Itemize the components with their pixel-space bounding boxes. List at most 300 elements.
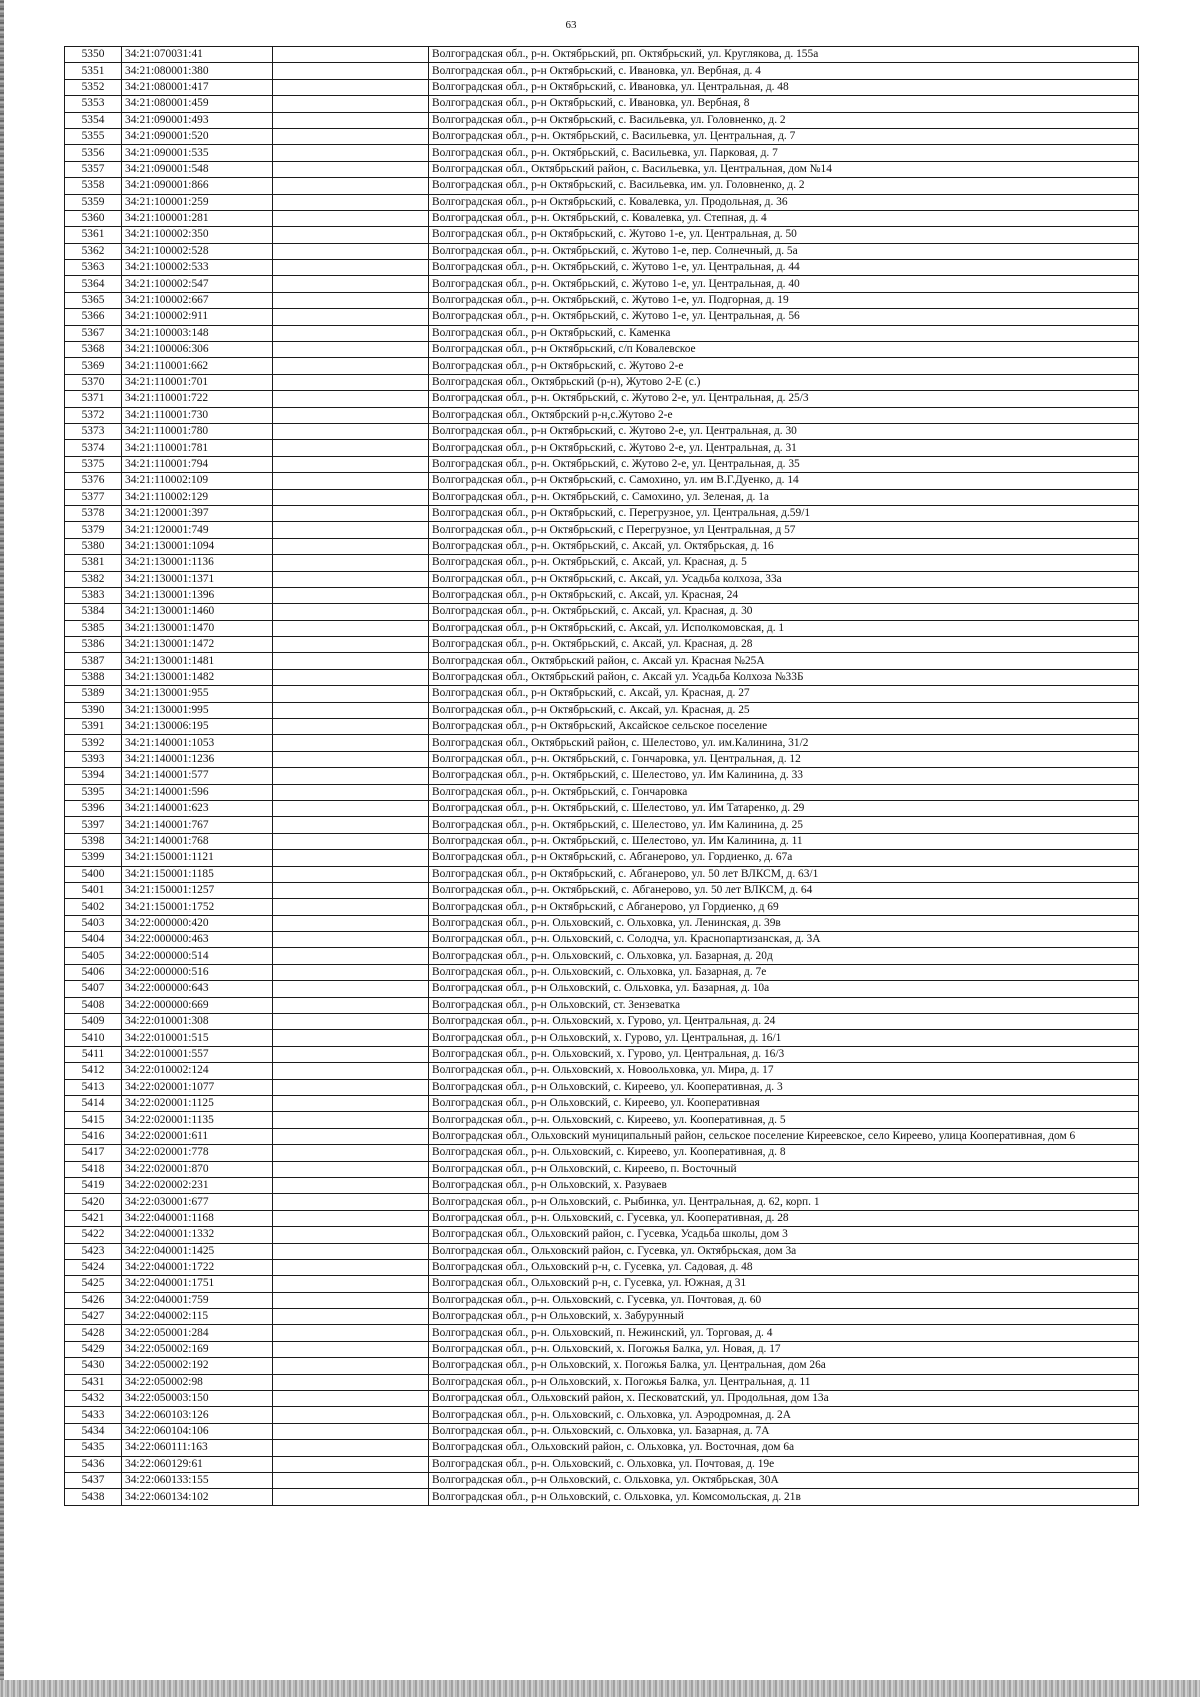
- cadastral-number: 34:22:020001:778: [122, 1145, 273, 1161]
- row-number: 5374: [65, 440, 122, 456]
- table-row: [65, 210, 1139, 226]
- row-number: 5425: [65, 1276, 122, 1292]
- cadastral-number: 34:21:150001:1121: [122, 850, 273, 866]
- address: Волгоградская обл., р-н Октябрьский, с. Васильевка, им. ул. Головненко, д. 2: [429, 178, 1139, 194]
- cadastral-number: 34:21:130001:955: [122, 686, 273, 702]
- table-row: [65, 243, 1139, 259]
- address: Волгоградская обл., Ольховский район, с. Гусевка, Усадьба школы, дом 3: [429, 1227, 1139, 1243]
- cadastral-number: 34:21:150001:1185: [122, 866, 273, 882]
- row-number: 5412: [65, 1063, 122, 1079]
- table-row: [65, 1079, 1139, 1095]
- empty-cell: [273, 571, 429, 587]
- address: Волгоградская обл., р-н. Октябрьский, с. Гончаровка, ул. Центральная, д. 12: [429, 751, 1139, 767]
- table-row: [65, 981, 1139, 997]
- cadastral-number: 34:21:100002:667: [122, 292, 273, 308]
- empty-cell: [273, 1489, 429, 1505]
- empty-cell: [273, 227, 429, 243]
- table-row: [65, 1112, 1139, 1128]
- row-number: 5437: [65, 1472, 122, 1488]
- row-number: 5416: [65, 1128, 122, 1144]
- address: Волгоградская обл., р-н Ольховский, х. Погожья Балка, ул. Центральная, дом 26а: [429, 1358, 1139, 1374]
- cadastral-number: 34:21:100002:528: [122, 243, 273, 259]
- empty-cell: [273, 981, 429, 997]
- table-row: [65, 358, 1139, 374]
- cadastral-number: 34:21:110001:794: [122, 456, 273, 472]
- row-number: 5364: [65, 276, 122, 292]
- cadastral-number: 34:21:130001:1371: [122, 571, 273, 587]
- empty-cell: [273, 407, 429, 423]
- address: Волгоградская обл., р-н. Октябрьский, с. Шелестово, ул. Им Калинина, д. 33: [429, 768, 1139, 784]
- cadastral-number: 34:21:100003:148: [122, 325, 273, 341]
- table-row: [65, 145, 1139, 161]
- empty-cell: [273, 79, 429, 95]
- cadastral-number: 34:21:090001:493: [122, 112, 273, 128]
- address: Волгоградская обл., р-н Октябрьский, с. Жутово 2-е, ул. Центральная, д. 30: [429, 423, 1139, 439]
- empty-cell: [273, 1210, 429, 1226]
- empty-cell: [273, 161, 429, 177]
- empty-cell: [273, 948, 429, 964]
- table-row: [65, 1341, 1139, 1357]
- table-row: [65, 1194, 1139, 1210]
- table-row: [65, 653, 1139, 669]
- empty-cell: [273, 1079, 429, 1095]
- cadastral-number: 34:22:000000:643: [122, 981, 273, 997]
- cadastral-number: 34:21:130001:1136: [122, 555, 273, 571]
- address: Волгоградская обл., р-н. Ольховский, х. Гурово, ул. Центральная, д. 24: [429, 1014, 1139, 1030]
- empty-cell: [273, 637, 429, 653]
- cadastral-number: 34:22:060133:155: [122, 1472, 273, 1488]
- address: Волгоградская обл., р-н. Октябрьский, с. Жутово 1-е, ул. Центральная, д. 40: [429, 276, 1139, 292]
- cadastral-number: 34:21:100001:259: [122, 194, 273, 210]
- row-number: 5371: [65, 391, 122, 407]
- table-row: [65, 112, 1139, 128]
- address: Волгоградская обл., Октябрский р-н,с.Жутово 2-е: [429, 407, 1139, 423]
- empty-cell: [273, 719, 429, 735]
- table-row: [65, 768, 1139, 784]
- empty-cell: [273, 1259, 429, 1275]
- empty-cell: [273, 882, 429, 898]
- address: Волгоградская обл., р-н Октябрьский, с Перегрузное, ул Центральная, д 57: [429, 522, 1139, 538]
- row-number: 5372: [65, 407, 122, 423]
- cadastral-number: 34:22:020001:1125: [122, 1096, 273, 1112]
- cadastral-number: 34:22:040002:115: [122, 1309, 273, 1325]
- table-row: [65, 948, 1139, 964]
- address: Волгоградская обл., р-н. Ольховский, с. Ольховка, ул. Базарная, д. 7А: [429, 1423, 1139, 1439]
- table-row: [65, 1046, 1139, 1062]
- table-row: [65, 1227, 1139, 1243]
- row-number: 5431: [65, 1374, 122, 1390]
- cadastral-number: 34:21:100002:911: [122, 309, 273, 325]
- cadastral-number: 34:22:010001:515: [122, 1030, 273, 1046]
- row-number: 5360: [65, 210, 122, 226]
- address: Волгоградская обл., р-н Октябрьский, с. Ивановка, ул. Вербная, 8: [429, 96, 1139, 112]
- row-number: 5426: [65, 1292, 122, 1308]
- cadastral-number: 34:22:010002:124: [122, 1063, 273, 1079]
- cadastral-number: 34:21:130001:995: [122, 702, 273, 718]
- cadastral-number: 34:21:150001:1257: [122, 882, 273, 898]
- address: Волгоградская обл., р-н. Ольховский, с. Гусевка, ул. Почтовая, д. 60: [429, 1292, 1139, 1308]
- table-row: [65, 260, 1139, 276]
- empty-cell: [273, 1341, 429, 1357]
- table-row: [65, 96, 1139, 112]
- address: Волгоградская обл., р-н. Ольховский, с. Ольховка, ул. Базарная, д. 7е: [429, 964, 1139, 980]
- empty-cell: [273, 899, 429, 915]
- empty-cell: [273, 96, 429, 112]
- table-row: [65, 1014, 1139, 1030]
- row-number: 5393: [65, 751, 122, 767]
- cadastral-number: 34:21:110001:780: [122, 423, 273, 439]
- row-number: 5420: [65, 1194, 122, 1210]
- address: Волгоградская обл., Октябрьский район, с. Аксай ул. Усадьба Колхоза №33Б: [429, 669, 1139, 685]
- row-number: 5401: [65, 882, 122, 898]
- table-row: [65, 1145, 1139, 1161]
- table-row: [65, 1210, 1139, 1226]
- row-number: 5436: [65, 1456, 122, 1472]
- empty-cell: [273, 522, 429, 538]
- table-row: [65, 47, 1139, 63]
- row-number: 5352: [65, 79, 122, 95]
- empty-cell: [273, 1014, 429, 1030]
- table-row: [65, 342, 1139, 358]
- table-row: [65, 850, 1139, 866]
- table-row: [65, 555, 1139, 571]
- address: Волгоградская обл., р-н. Октябрьский, с. Аксай, ул. Красная, д. 28: [429, 637, 1139, 653]
- address: Волгоградская обл., р-н Октябрьский, с. Абганерово, ул. Гордиенко, д. 67а: [429, 850, 1139, 866]
- table-row: [65, 1440, 1139, 1456]
- empty-cell: [273, 915, 429, 931]
- table-row: [65, 817, 1139, 833]
- row-number: 5392: [65, 735, 122, 751]
- cadastral-number: 34:22:040001:1722: [122, 1259, 273, 1275]
- table-row: [65, 587, 1139, 603]
- row-number: 5394: [65, 768, 122, 784]
- address: Волгоградская обл., Октябрьский (р-н), Жутово 2-Е (с.): [429, 374, 1139, 390]
- address: Волгоградская обл., р-н Ольховский, с. Киреево, ул. Кооперативная, д. 3: [429, 1079, 1139, 1095]
- address: Волгоградская обл., р-н. Октябрьский, с. Ковалевка, ул. Степная, д. 4: [429, 210, 1139, 226]
- address: Волгоградская обл., р-н. Октябрьский, с. Аксай, ул. Красная, д. 30: [429, 604, 1139, 620]
- row-number: 5391: [65, 719, 122, 735]
- empty-cell: [273, 1046, 429, 1062]
- table-row: [65, 1276, 1139, 1292]
- address: Волгоградская обл., Октябрьский район, с. Шелестово, ул. им.Калинина, 31/2: [429, 735, 1139, 751]
- address: Волгоградская обл., р-н. Ольховский, с. Ольховка, ул. Базарная, д. 20д: [429, 948, 1139, 964]
- cadastral-number: 34:21:130001:1396: [122, 587, 273, 603]
- cadastral-number: 34:22:000000:669: [122, 997, 273, 1013]
- empty-cell: [273, 1423, 429, 1439]
- row-number: 5418: [65, 1161, 122, 1177]
- address: Волгоградская обл., р-н. Ольховский, с. Киреево, ул. Кооперативная, д. 8: [429, 1145, 1139, 1161]
- empty-cell: [273, 358, 429, 374]
- address: Волгоградская обл., р-н Октябрьский, с. Жутово 2-е, ул. Центральная, д. 31: [429, 440, 1139, 456]
- empty-cell: [273, 1063, 429, 1079]
- empty-cell: [273, 423, 429, 439]
- table-row: [65, 440, 1139, 456]
- empty-cell: [273, 1292, 429, 1308]
- empty-cell: [273, 63, 429, 79]
- table-row: [65, 702, 1139, 718]
- address: Волгоградская обл., р-н Октябрьский, с/п Ковалевское: [429, 342, 1139, 358]
- row-number: 5414: [65, 1096, 122, 1112]
- address: Волгоградская обл., р-н Октябрьский, с. Аксай, ул. Красная, 24: [429, 587, 1139, 603]
- cadastral-number: 34:21:070031:41: [122, 47, 273, 63]
- empty-cell: [273, 604, 429, 620]
- cadastral-number: 34:21:140001:768: [122, 833, 273, 849]
- row-number: 5362: [65, 243, 122, 259]
- cadastral-number: 34:21:120001:749: [122, 522, 273, 538]
- row-number: 5429: [65, 1341, 122, 1357]
- row-number: 5357: [65, 161, 122, 177]
- table-row: [65, 1407, 1139, 1423]
- address: Волгоградская обл., р-н Октябрьский, с. Самохино, ул. им В.Г.Дуенко, д. 14: [429, 473, 1139, 489]
- row-number: 5424: [65, 1259, 122, 1275]
- address: Волгоградская обл., р-н Октябрьский, с. Перегрузное, ул. Центральная, д.59/1: [429, 505, 1139, 521]
- cadastral-number: 34:22:060104:106: [122, 1423, 273, 1439]
- table-row: [65, 227, 1139, 243]
- address: Волгоградская обл., р-н Октябрьский, с. Аксай, ул. Исполкомовская, д. 1: [429, 620, 1139, 636]
- cadastral-number: 34:21:150001:1752: [122, 899, 273, 915]
- address: Волгоградская обл., р-н Октябрьский, с. Жутово 2-е: [429, 358, 1139, 374]
- address: Волгоградская обл., р-н Октябрьский, с. Аксай, ул. Красная, д. 27: [429, 686, 1139, 702]
- address: Волгоградская обл., Октябрьский район, с. Васильевка, ул. Центральная, дом №14: [429, 161, 1139, 177]
- row-number: 5438: [65, 1489, 122, 1505]
- cadastral-number: 34:21:130006:195: [122, 719, 273, 735]
- address: Волгоградская обл., р-н. Октябрьский, с. Васильевка, ул. Парковая, д. 7: [429, 145, 1139, 161]
- empty-cell: [273, 391, 429, 407]
- cadastral-number: 34:21:100006:306: [122, 342, 273, 358]
- row-number: 5389: [65, 686, 122, 702]
- cadastral-number: 34:22:040001:1425: [122, 1243, 273, 1259]
- empty-cell: [273, 850, 429, 866]
- row-number: 5367: [65, 325, 122, 341]
- empty-cell: [273, 292, 429, 308]
- table-row: [65, 194, 1139, 210]
- cadastral-number: 34:22:020001:1135: [122, 1112, 273, 1128]
- table-row: [65, 735, 1139, 751]
- empty-cell: [273, 260, 429, 276]
- table-row: [65, 719, 1139, 735]
- cadastral-number: 34:22:020001:611: [122, 1128, 273, 1144]
- empty-cell: [273, 1276, 429, 1292]
- cadastral-number: 34:22:000000:514: [122, 948, 273, 964]
- row-number: 5399: [65, 850, 122, 866]
- cadastral-number: 34:21:130001:1460: [122, 604, 273, 620]
- table-row: [65, 899, 1139, 915]
- scan-edge-left: [0, 0, 4, 1697]
- row-number: 5433: [65, 1407, 122, 1423]
- empty-cell: [273, 1440, 429, 1456]
- row-number: 5395: [65, 784, 122, 800]
- row-number: 5382: [65, 571, 122, 587]
- empty-cell: [273, 800, 429, 816]
- cadastral-number: 34:22:040001:759: [122, 1292, 273, 1308]
- cadastral-number: 34:22:000000:420: [122, 915, 273, 931]
- empty-cell: [273, 1177, 429, 1193]
- address: Волгоградская обл., Ольховский муниципальный район, сельское поселение Киреевское, село Киреево, улица Кооперативная, дом 6: [429, 1128, 1139, 1144]
- address: Волгоградская обл., р-н. Ольховский, с. Ольховка, ул. Почтовая, д. 19е: [429, 1456, 1139, 1472]
- address: Волгоградская обл., р-н Ольховский, с. Рыбинка, ул. Центральная, д. 62, корп. 1: [429, 1194, 1139, 1210]
- table-row: [65, 473, 1139, 489]
- table-row: [65, 1309, 1139, 1325]
- cadastral-number: 34:21:090001:535: [122, 145, 273, 161]
- empty-cell: [273, 374, 429, 390]
- address: Волгоградская обл., р-н. Октябрьский, с. Жутово 1-е, ул. Центральная, д. 44: [429, 260, 1139, 276]
- row-number: 5351: [65, 63, 122, 79]
- address: Волгоградская обл., р-н Октябрьский, с. Ивановка, ул. Центральная, д. 48: [429, 79, 1139, 95]
- address: Волгоградская обл., Ольховский район, с. Ольховка, ул. Восточная, дом 6а: [429, 1440, 1139, 1456]
- cadastral-number: 34:21:100002:350: [122, 227, 273, 243]
- row-number: 5376: [65, 473, 122, 489]
- empty-cell: [273, 587, 429, 603]
- table-row: [65, 423, 1139, 439]
- cadastral-number: 34:21:080001:459: [122, 96, 273, 112]
- row-number: 5386: [65, 637, 122, 653]
- empty-cell: [273, 309, 429, 325]
- cadastral-number: 34:21:130001:1094: [122, 538, 273, 554]
- cadastral-number: 34:22:050002:98: [122, 1374, 273, 1390]
- row-number: 5355: [65, 128, 122, 144]
- cadastral-number: 34:21:110001:662: [122, 358, 273, 374]
- row-number: 5354: [65, 112, 122, 128]
- row-number: 5397: [65, 817, 122, 833]
- row-number: 5428: [65, 1325, 122, 1341]
- empty-cell: [273, 473, 429, 489]
- empty-cell: [273, 1243, 429, 1259]
- address: Волгоградская обл., р-н Ольховский, х. Погожья Балка, ул. Центральная, д. 11: [429, 1374, 1139, 1390]
- table-row: [65, 391, 1139, 407]
- table-row: [65, 63, 1139, 79]
- table-row: [65, 1472, 1139, 1488]
- address: Волгоградская обл., р-н. Октябрьский, с. Шелестово, ул. Им Калинина, д. 11: [429, 833, 1139, 849]
- row-number: 5402: [65, 899, 122, 915]
- row-number: 5361: [65, 227, 122, 243]
- cadastral-number: 34:21:110001:730: [122, 407, 273, 423]
- empty-cell: [273, 620, 429, 636]
- cadastral-number: 34:21:130001:1481: [122, 653, 273, 669]
- row-number: 5432: [65, 1391, 122, 1407]
- address: Волгоградская обл., р-н. Октябрьский, с. Жутово 1-е, ул. Центральная, д. 56: [429, 309, 1139, 325]
- table-row: [65, 79, 1139, 95]
- row-number: 5356: [65, 145, 122, 161]
- address: Волгоградская обл., р-н. Октябрьский, с. Самохино, ул. Зеленая, д. 1а: [429, 489, 1139, 505]
- table-row: [65, 1391, 1139, 1407]
- table-row: [65, 751, 1139, 767]
- cadastral-number: 34:21:080001:417: [122, 79, 273, 95]
- cadastral-number: 34:22:010001:557: [122, 1046, 273, 1062]
- address: Волгоградская обл., р-н Октябрьский, с. Ивановка, ул. Вербная, д. 4: [429, 63, 1139, 79]
- address: Волгоградская обл., р-н Октябрьский, с Абганерово, ул Гордиенко, д 69: [429, 899, 1139, 915]
- cadastral-number: 34:21:110001:781: [122, 440, 273, 456]
- table-row: [65, 686, 1139, 702]
- empty-cell: [273, 210, 429, 226]
- row-number: 5422: [65, 1227, 122, 1243]
- table-row: [65, 407, 1139, 423]
- empty-cell: [273, 243, 429, 259]
- empty-cell: [273, 964, 429, 980]
- address: Волгоградская обл., р-н. Октябрьский, рп. Октябрьский, ул. Круглякова, д. 155а: [429, 47, 1139, 63]
- table-row: [65, 505, 1139, 521]
- row-number: 5390: [65, 702, 122, 718]
- empty-cell: [273, 325, 429, 341]
- empty-cell: [273, 178, 429, 194]
- cadastral-number: 34:21:130001:1472: [122, 637, 273, 653]
- cadastral-number: 34:22:020001:870: [122, 1161, 273, 1177]
- table-row: [65, 1243, 1139, 1259]
- address: Волгоградская обл., р-н Октябрьский, с. Каменка: [429, 325, 1139, 341]
- row-number: 5375: [65, 456, 122, 472]
- address: Волгоградская обл., р-н. Ольховский, х. Новоольховка, ул. Мира, д. 17: [429, 1063, 1139, 1079]
- address: Волгоградская обл., Ольховский район, х. Песковатский, ул. Продольная, дом 13а: [429, 1391, 1139, 1407]
- cadastral-number: 34:22:010001:308: [122, 1014, 273, 1030]
- empty-cell: [273, 1227, 429, 1243]
- table-row: [65, 882, 1139, 898]
- row-number: 5430: [65, 1358, 122, 1374]
- row-number: 5385: [65, 620, 122, 636]
- cadastral-number: 34:21:110001:701: [122, 374, 273, 390]
- cadastral-number: 34:21:140001:623: [122, 800, 273, 816]
- address: Волгоградская обл., р-н. Ольховский, с. Гусевка, ул. Кооперативная, д. 28: [429, 1210, 1139, 1226]
- table-row: [65, 1096, 1139, 1112]
- empty-cell: [273, 1325, 429, 1341]
- cadastral-number: 34:22:050001:284: [122, 1325, 273, 1341]
- table-row: [65, 800, 1139, 816]
- empty-cell: [273, 1096, 429, 1112]
- table-row: [65, 161, 1139, 177]
- address: Волгоградская обл., р-н. Октябрьский, с. Гончаровка: [429, 784, 1139, 800]
- table-row: [65, 325, 1139, 341]
- cadastral-number: 34:21:140001:1053: [122, 735, 273, 751]
- cadastral-number: 34:21:120001:397: [122, 505, 273, 521]
- cadastral-number: 34:22:040001:1751: [122, 1276, 273, 1292]
- address: Волгоградская обл., р-н. Ольховский, с. Ольховка, ул. Ленинская, д. 39в: [429, 915, 1139, 931]
- table-row: [65, 866, 1139, 882]
- address: Волгоградская обл., р-н. Октябрьский, с. Жутово 2-е, ул. Центральная, д. 25/3: [429, 391, 1139, 407]
- row-number: 5403: [65, 915, 122, 931]
- cadastral-number: 34:22:020001:1077: [122, 1079, 273, 1095]
- empty-cell: [273, 1309, 429, 1325]
- address: Волгоградская обл., р-н Октябрьский, Аксайское сельское поселение: [429, 719, 1139, 735]
- row-number: 5423: [65, 1243, 122, 1259]
- cadastral-number: 34:21:110002:109: [122, 473, 273, 489]
- table-row: [65, 128, 1139, 144]
- row-number: 5398: [65, 833, 122, 849]
- row-number: 5411: [65, 1046, 122, 1062]
- table-row: [65, 1292, 1139, 1308]
- empty-cell: [273, 1391, 429, 1407]
- address: Волгоградская обл., р-н Ольховский, ст. Зензеватка: [429, 997, 1139, 1013]
- table-row: [65, 1259, 1139, 1275]
- table-row: [65, 1423, 1139, 1439]
- cadastral-number: 34:21:130001:1482: [122, 669, 273, 685]
- address: Волгоградская обл., Ольховский р-н, с. Гусевка, ул. Южная, д 31: [429, 1276, 1139, 1292]
- table-row: [65, 374, 1139, 390]
- row-number: 5379: [65, 522, 122, 538]
- cadastral-number: 34:22:000000:463: [122, 932, 273, 948]
- table-row: [65, 637, 1139, 653]
- table-row: [65, 784, 1139, 800]
- table-row: [65, 178, 1139, 194]
- table-row: [65, 276, 1139, 292]
- empty-cell: [273, 1194, 429, 1210]
- address: Волгоградская обл., р-н Ольховский, с. Киреево, п. Восточный: [429, 1161, 1139, 1177]
- row-number: 5378: [65, 505, 122, 521]
- address: Волгоградская обл., р-н. Ольховский, х. Погожья Балка, ул. Новая, д. 17: [429, 1341, 1139, 1357]
- row-number: 5396: [65, 800, 122, 816]
- empty-cell: [273, 1456, 429, 1472]
- address: Волгоградская обл., р-н Октябрьский, с. Васильевка, ул. Головненко, д. 2: [429, 112, 1139, 128]
- table-row: [65, 604, 1139, 620]
- row-number: 5381: [65, 555, 122, 571]
- row-number: 5413: [65, 1079, 122, 1095]
